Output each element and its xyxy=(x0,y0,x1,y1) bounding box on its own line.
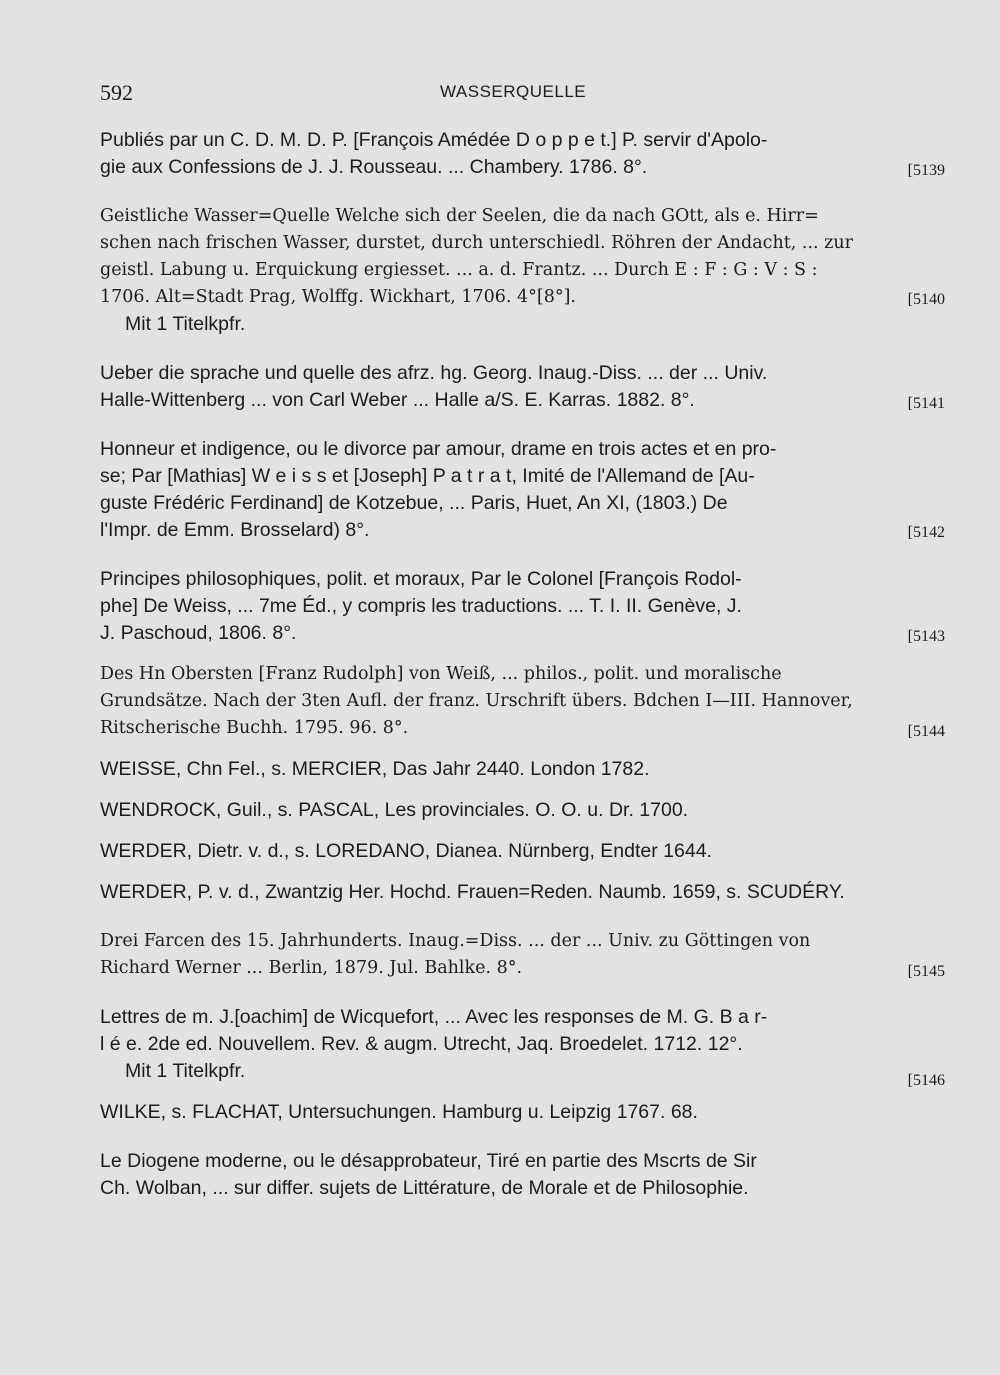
entry-wendrock xyxy=(100,797,945,824)
entry-5142 xyxy=(100,436,945,544)
entry-line: Grundsätze. Nach der 3ten Aufl. der franz. Urschrift übers. Bdchen I—III. Hannover, xyxy=(100,691,853,711)
page-number: 592 xyxy=(100,80,133,105)
entry-5140 xyxy=(100,203,945,338)
entry-line: Mit 1 Titelkpfr. xyxy=(125,313,246,335)
entry-line: WILKE, s. FLACHAT, Untersuchungen. Hamburg u. Leipzig 1767. 68. xyxy=(100,1101,698,1123)
entry-line: se; Par [Mathias] W e i s s et [Joseph] P a t r a t, Imité de l'Allemand de [Au- xyxy=(100,465,755,487)
entry-line: Richard Werner ... Berlin, 1879. Jul. Bahlke. 8°. xyxy=(100,958,523,978)
entry-weisse xyxy=(100,756,945,783)
entry-wilke xyxy=(100,1099,945,1126)
bibliography-entries xyxy=(100,127,945,1202)
entry-number: [5145 xyxy=(907,963,945,980)
entry-number: [5143 xyxy=(907,628,945,645)
page-header xyxy=(100,80,950,110)
entry-line: WERDER, Dietr. v. d., s. LOREDANO, Dianea. Nürnberg, Endter 1644. xyxy=(100,840,712,862)
entry-line: WERDER, P. v. d., Zwantzig Her. Hochd. Frauen=Reden. Naumb. 1659, s. SCUDÉRY. xyxy=(100,881,845,903)
entry-line: schen nach frischen Wasser, durstet, durch unterschiedl. Röhren der Andacht, ... zur xyxy=(100,233,854,253)
entry-5146 xyxy=(100,1004,945,1089)
entry-line: phe] De Weiss, ... 7me Éd., y compris les traductions. ... T. I. II. Genève, J. xyxy=(100,595,742,617)
entry-number: [5141 xyxy=(907,395,945,412)
running-title: WASSERQUELLE xyxy=(440,82,587,101)
entry-line: Honneur et indigence, ou le divorce par amour, drame en trois actes et en pro- xyxy=(100,438,777,460)
entry-5139 xyxy=(100,127,945,181)
entry-werder-p xyxy=(100,879,945,906)
entry-5141 xyxy=(100,360,945,414)
entry-line: l é e. 2de ed. Nouvellem. Rev. & augm. Utrecht, Jaq. Broedelet. 1712. 12°. xyxy=(100,1033,743,1055)
entry-number: [5144 xyxy=(907,723,945,740)
entry-werder-dietr xyxy=(100,838,945,865)
entry-line: Publiés par un C. D. M. D. P. [François Amédée D o p p e t.] P. servir d'Apolo- xyxy=(100,129,768,151)
entry-5144 xyxy=(100,661,945,742)
entry-line: Ch. Wolban, ... sur differ. sujets de Littérature, de Morale et de Philosophie. xyxy=(100,1177,749,1199)
entry-line: Ritscherische Buchh. 1795. 96. 8°. xyxy=(100,718,409,738)
entry-line: Mit 1 Titelkpfr. xyxy=(125,1060,246,1082)
entry-5145 xyxy=(100,928,945,982)
entry-number: [5146 xyxy=(907,1072,945,1089)
entry-line: Ueber die sprache und quelle des afrz. hg. Georg. Inaug.-Diss. ... der ... Univ. xyxy=(100,362,768,384)
entry-number: [5142 xyxy=(907,524,945,541)
entry-line: Le Diogene moderne, ou le désapprobateur, Tiré en partie des Mscrts de Sir xyxy=(100,1150,757,1172)
entry-line: WENDROCK, Guil., s. PASCAL, Les provinciales. O. O. u. Dr. 1700. xyxy=(100,799,689,821)
entry-line: guste Frédéric Ferdinand] de Kotzebue, ... Paris, Huet, An XI, (1803.) De xyxy=(100,492,728,514)
entry-line: gie aux Confessions de J. J. Rousseau. ... Chambery. 1786. 8°. xyxy=(100,156,648,178)
entry-line: WEISSE, Chn Fel., s. MERCIER, Das Jahr 2440. London 1782. xyxy=(100,758,650,780)
entry-line: J. Paschoud, 1806. 8°. xyxy=(100,622,297,644)
entry-line: Lettres de m. J.[oachim] de Wicquefort, ... Avec les responses de M. G. B a r- xyxy=(100,1006,768,1028)
entry-number: [5139 xyxy=(907,162,945,179)
entry-line: Halle-Wittenberg ... von Carl Weber ... Halle a/S. E. Karras. 1882. 8°. xyxy=(100,389,695,411)
entry-number: [5140 xyxy=(907,291,945,308)
entry-line: l'Impr. de Emm. Brosselard) 8°. xyxy=(100,519,370,541)
entry-line: Drei Farcen des 15. Jahrhunderts. Inaug.=Diss. ... der ... Univ. zu Göttingen von xyxy=(100,931,811,951)
entry-line: geistl. Labung u. Erquickung ergiesset. ... a. d. Frantz. ... Durch E : F : G : V : S : xyxy=(100,260,818,280)
entry-line: Geistliche Wasser=Quelle Welche sich der Seelen, die da nach GOtt, als e. Hirr= xyxy=(100,206,819,226)
entry-line: Des Hn Obersten [Franz Rudolph] von Weiß, ... philos., polit. und moralische xyxy=(100,664,782,684)
entry-5143 xyxy=(100,566,945,647)
entry-line: 1706. Alt=Stadt Prag, Wolffg. Wickhart, 1706. 4°[8°]. xyxy=(100,287,576,307)
entry-wolban xyxy=(100,1148,945,1202)
entry-line: Principes philosophiques, polit. et moraux, Par le Colonel [François Rodol- xyxy=(100,568,742,590)
